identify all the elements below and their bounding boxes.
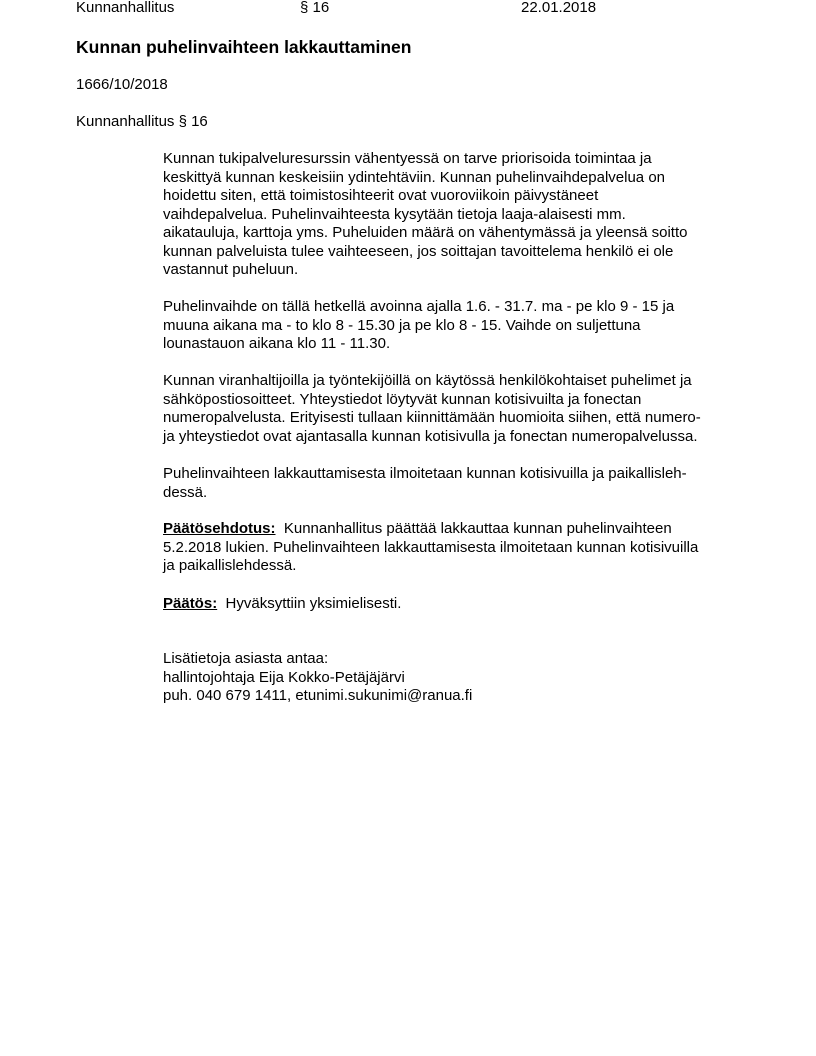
text-line: Kunnan viranhaltijoilla ja työntekijöillä on käytössä henkilökohtaiset puhelimet ja bbox=[163, 372, 692, 389]
text-line: muuna aikana ma - to klo 8 - 15.30 ja pe klo 8 - 15. Vaihde on suljettuna bbox=[163, 316, 641, 334]
contact-line: Lisätietoja asiasta antaa: bbox=[163, 650, 329, 667]
text-line: Kunnan tukipalveluresurssin vähentyessä on tarve priorisoida toimintaa ja bbox=[163, 150, 652, 167]
text-line: numeropalvelusta. Erityisesti tullaan kiinnittämään huomioita siihen, että numero- bbox=[163, 409, 701, 426]
reference-number: 1666/10/2018 bbox=[76, 76, 168, 93]
paragraph-1 bbox=[163, 150, 687, 280]
page-title: Kunnan puhelinvaihteen lakkauttaminen bbox=[76, 37, 412, 57]
paragraph-2 bbox=[163, 298, 674, 354]
text-line: sähköpostiosoitteet. Yhteystiedot löytyvät kunnan kotisivuilta ja fonectan bbox=[163, 390, 642, 408]
contact-info bbox=[163, 650, 472, 706]
header-date: 22.01.2018 bbox=[521, 0, 597, 16]
text-line: Kunnanhallitus päättää lakkauttaa kunnan puhelinvaihteen bbox=[283, 520, 672, 537]
decision-proposal bbox=[163, 520, 698, 576]
header-body: Kunnanhallitus bbox=[76, 0, 175, 16]
decision bbox=[163, 595, 401, 614]
text-line: ja paikallislehdessä. bbox=[163, 557, 297, 574]
text-line: aikatauluja, karttoja yms. Puheluiden määrä on vähentymässä ja yleensä soitto bbox=[163, 224, 688, 241]
text-line: Puhelinvaihteen lakkauttamisesta ilmoitetaan kunnan kotisivuilla ja paikallisleh- bbox=[163, 465, 687, 482]
paragraph-3 bbox=[163, 372, 701, 446]
contact-line: hallintojohtaja Eija Kokko-Petäjäjärvi bbox=[163, 668, 405, 686]
decision-text: Hyväksyttiin yksimielisesti. bbox=[225, 595, 402, 612]
text-line: vaihdepalvelua. Puhelinvaihteesta kysytään tietoja laaja-alaisesti mm. bbox=[163, 205, 626, 223]
text-line: kunnan palveluista tulee vaihteeseen, jos soittajan tavoittelema henkilö ei ole bbox=[163, 242, 674, 260]
decision-label: Päätös: bbox=[163, 595, 218, 612]
text-line: dessä. bbox=[163, 483, 208, 501]
text-line: ja yhteystiedot ovat ajantasalla kunnan kotisivulla ja fonectan numeropalvelussa. bbox=[163, 427, 698, 445]
text-line: Puhelinvaihde on tällä hetkellä avoinna ajalla 1.6. - 31.7. ma - pe klo 9 - 15 ja bbox=[163, 298, 675, 315]
text-line: vastannut puheluun. bbox=[163, 261, 299, 278]
text-line: hoidettu siten, että toimistosihteerit ovat vuoroviikoin päivystäneet bbox=[163, 187, 599, 204]
subheading: Kunnanhallitus § 16 bbox=[76, 113, 208, 130]
header-section: § 16 bbox=[300, 0, 330, 16]
text-line: keskittyä kunnan keskeisiin ydintehtäviin. Kunnan puhelinvaihdepalvelua on bbox=[163, 168, 666, 186]
text-line: 5.2.2018 lukien. Puhelinvaihteen lakkauttamisesta ilmoitetaan kunnan kotisivuilla bbox=[163, 538, 699, 556]
text-line: lounastauon aikana klo 11 - 11.30. bbox=[163, 335, 391, 352]
paragraph-4 bbox=[163, 465, 687, 502]
contact-line: puh. 040 679 1411, etunimi.sukunimi@ranua.fi bbox=[163, 687, 473, 704]
proposal-label: Päätösehdotus: bbox=[163, 520, 276, 537]
